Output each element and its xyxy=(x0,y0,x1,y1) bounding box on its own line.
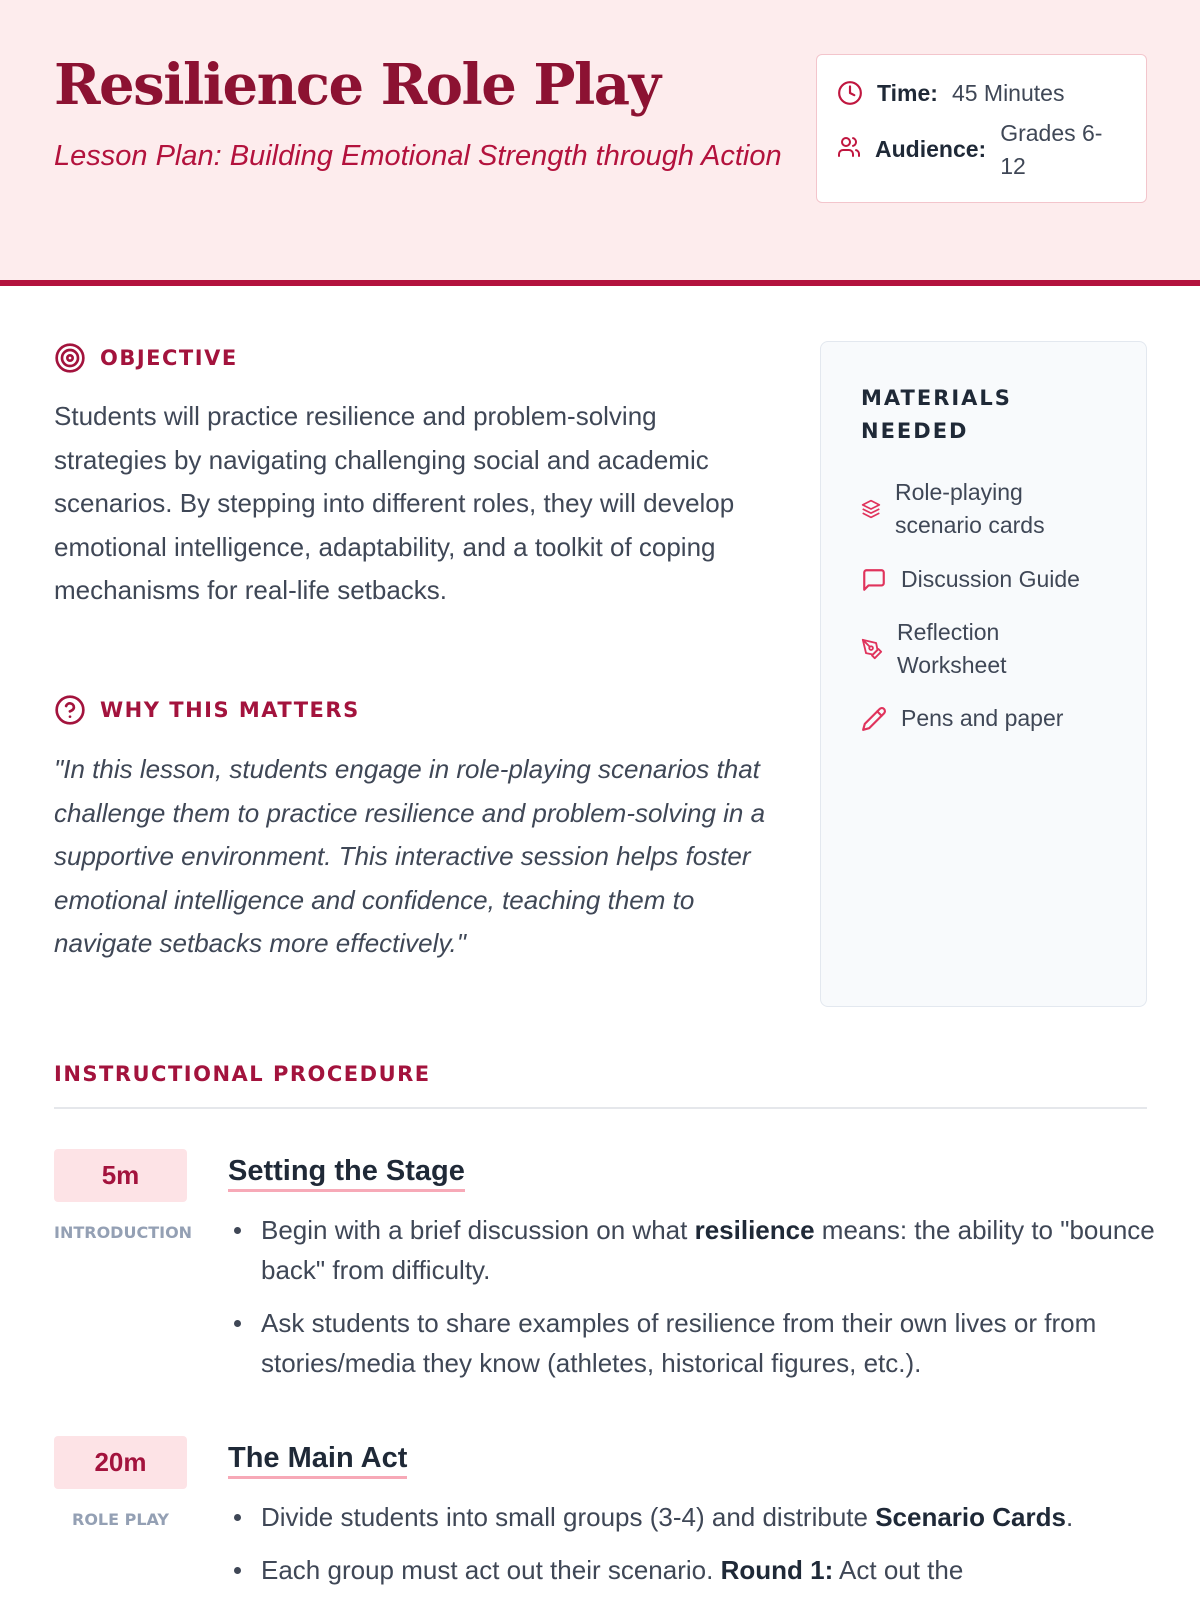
procedure-heading: INSTRUCTIONAL PROCEDURE xyxy=(54,1062,431,1086)
clock-icon xyxy=(837,80,863,106)
lesson-info-card xyxy=(816,54,1147,203)
bullet-text: Act out the xyxy=(833,1555,964,1585)
material-item xyxy=(861,616,1051,682)
material-item xyxy=(861,563,1080,596)
step-title: Setting the Stage xyxy=(228,1153,465,1192)
procedure-divider xyxy=(54,1107,1147,1109)
audience-row xyxy=(837,117,1120,183)
material-item xyxy=(861,702,1063,735)
layers-icon xyxy=(861,499,881,519)
step-title: The Main Act xyxy=(228,1440,407,1479)
step-phase-label: INTRODUCTION xyxy=(54,1223,193,1242)
list-item xyxy=(228,1550,1158,1590)
page-title: Resilience Role Play xyxy=(54,52,660,118)
materials-heading: MATERIALS NEEDED xyxy=(861,386,1012,443)
why-quote: "In this lesson, students engage in role-playing scenarios that challenge them to practice resilience and problem-solving in a supportive environment. This interactive session helps foster emotional intelligence and confidence, teaching them to navigate setbacks more effectively." xyxy=(54,754,766,958)
objective-heading xyxy=(54,342,238,374)
message-square-icon xyxy=(861,567,887,593)
step-duration-badge: 20m xyxy=(54,1436,187,1489)
time-value: 45 Minutes xyxy=(951,80,1065,106)
step-phase-label: ROLE PLAY xyxy=(72,1510,169,1529)
material-label: Discussion Guide xyxy=(901,566,1080,592)
page-subtitle: Lesson Plan: Building Emotional Strength through Action xyxy=(54,140,782,172)
step-bullets xyxy=(228,1210,1158,1396)
bullet-text: means: the ability to "bounce back" from difficulty. xyxy=(261,1215,1155,1285)
material-label: Role-playing scenario cards xyxy=(895,479,1045,538)
bullet-bold: Scenario Cards xyxy=(875,1502,1066,1532)
pen-tool-icon xyxy=(861,638,883,660)
bullet-bold: Round 1: xyxy=(720,1555,834,1585)
material-label: Pens and paper xyxy=(901,705,1064,731)
step-duration-badge: 5m xyxy=(54,1149,187,1202)
audience-value: Grades 6-12 xyxy=(1000,120,1103,179)
objective-heading-text: OBJECTIVE xyxy=(100,346,238,370)
target-icon xyxy=(54,342,86,374)
header-banner xyxy=(0,0,1200,286)
list-item xyxy=(228,1497,1158,1537)
objective-text: Students will practice resilience and problem-solving strategies by navigating challenging social and academic scenarios. By stepping into different roles, they will develop emotional intelligence, adaptability, and a toolkit of coping mechanisms for real-life setbacks. xyxy=(54,401,735,605)
step-bullets xyxy=(228,1497,1158,1603)
bullet-text: Ask students to share examples of resilience from their own lives or from stories/media they know (athletes, historical figures, etc.). xyxy=(261,1308,1097,1378)
audience-label: Audience: xyxy=(875,136,987,162)
bullet-bold: resilience xyxy=(694,1215,815,1245)
bullet-text: Divide students into small groups (3-4) and distribute xyxy=(261,1502,876,1532)
bullet-text: Begin with a brief discussion on what xyxy=(261,1215,695,1245)
time-label: Time: xyxy=(877,80,938,106)
why-heading-text: WHY THIS MATTERS xyxy=(100,698,360,722)
list-item xyxy=(228,1210,1158,1290)
list-item xyxy=(228,1303,1158,1383)
users-icon xyxy=(837,135,861,159)
materials-panel xyxy=(820,341,1147,1007)
why-heading xyxy=(54,694,360,726)
bullet-text: . xyxy=(1065,1502,1074,1532)
pencil-icon xyxy=(861,706,887,732)
bullet-text: Each group must act out their scenario. xyxy=(261,1555,721,1585)
time-row xyxy=(837,77,1064,110)
material-label: Reflection Worksheet xyxy=(897,619,1007,678)
help-circle-icon xyxy=(54,694,86,726)
material-item xyxy=(861,476,1091,542)
